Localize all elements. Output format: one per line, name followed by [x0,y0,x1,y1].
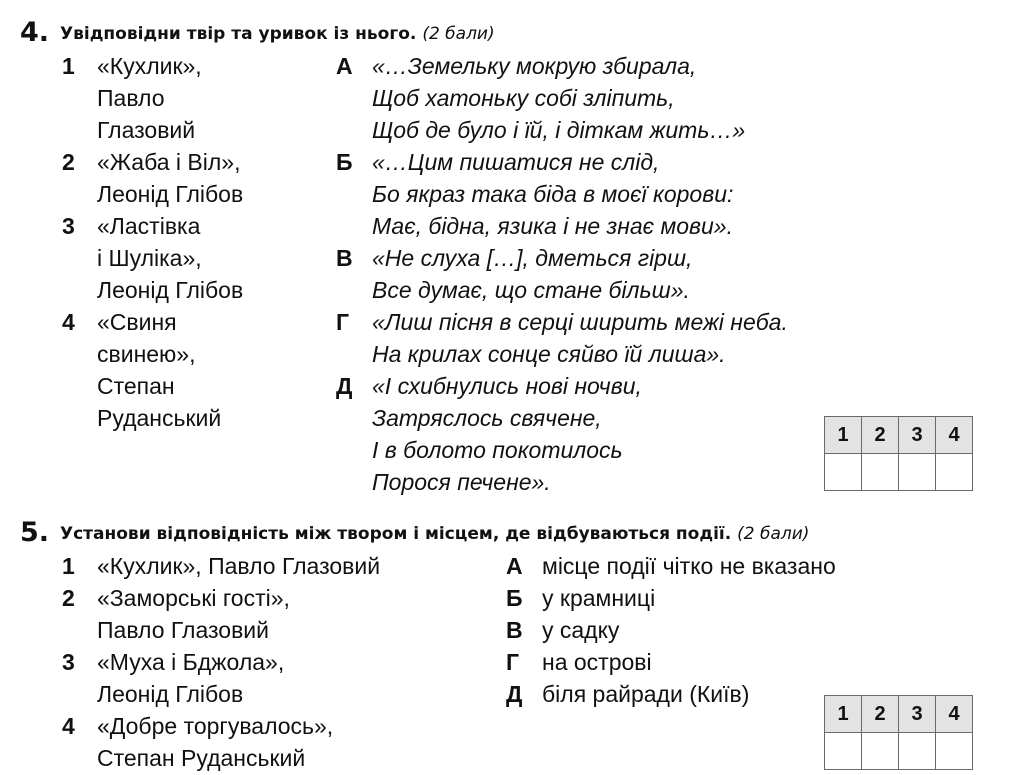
task-5-item-line: Павло Глазовий [97,617,269,643]
answer-grid-header-cell: 2 [862,696,899,733]
answer-grid-header-cell: 2 [862,417,899,454]
answer-grid-header-cell: 4 [936,696,973,733]
task-4-option-line: «…Цим пишатися не слід, [372,149,660,175]
task-5-option-letter: Д [506,681,523,707]
answer-grid-header-row [825,417,973,454]
task-4-item-line: Павло [97,85,165,111]
task-5-item-line: «Добре торгувалось», [97,713,334,739]
task-4-option-line: І в болото покотилось [372,437,623,463]
task-5-points: (2 бали) [737,524,810,544]
answer-cell[interactable] [825,733,862,770]
task-4-item-line: Степан [97,373,175,399]
task-4-item-line: і Шуліка», [97,245,202,271]
task-4-option-line: «Лиш пісня в серці ширить межі неба. [372,309,788,335]
task-5-option-letter: А [506,553,523,579]
answer-cell[interactable] [862,733,899,770]
task-4-option-letter: А [336,53,353,79]
task-4-item-num: 1 [62,53,75,79]
task-4-item-line: Леонід Глібов [97,277,244,303]
task-4-option-line: «І схибнулись нові ночви, [372,373,642,399]
answer-grid-header-row [825,696,973,733]
task-4-answer-grid [824,416,973,491]
answer-grid-input-row [825,454,973,491]
task-4-option-line: Має, бідна, язика і не знає мови». [372,213,733,239]
answer-cell[interactable] [899,733,936,770]
task-4-option-line: «Не слуха […], дметься гірш, [372,245,693,271]
task-5-option-letter: В [506,617,523,643]
task-5-item-line: «Заморські гості», [97,585,290,611]
task-4-item-line: «Кухлик», [97,53,202,79]
task-4-item-line: Глазовий [97,117,196,143]
answer-grid-input-row [825,733,973,770]
task-4-option-line: Бо якраз така біда в моєї корови: [372,181,734,207]
task-4-title-text: Увідповідни твір та уривок із нього. [60,24,417,44]
task-5-item-num: 4 [62,713,75,739]
task-4-item-line: свинею», [97,341,196,367]
answer-grid-header-cell: 1 [825,696,862,733]
task-4-title [60,24,495,44]
task-4-option-line: Все думає, що стане більш». [372,277,690,303]
task-5-number: 5. [20,517,50,548]
task-4-item-num: 2 [62,149,75,175]
task-5-option-text: у крамниці [542,585,656,611]
task-5-option-text: на острові [542,649,652,675]
answer-grid-header-cell: 4 [936,417,973,454]
task-5-item-line: «Муха і Бджола», [97,649,285,675]
answer-cell[interactable] [862,454,899,491]
answer-cell[interactable] [825,454,862,491]
task-5-option-text: у садку [542,617,620,643]
task-4-item-line: Леонід Глібов [97,181,244,207]
answer-cell[interactable] [936,733,973,770]
task-4-option-letter: Д [336,373,353,399]
task-4-option-line: «…Земельку мокрую збирала, [372,53,697,79]
task-4-option-letter: Б [336,149,353,175]
task-5-option-letter: Г [506,649,520,675]
task-5-answer-grid [824,695,973,770]
task-5-option-letter: Б [506,585,523,611]
task-5-option-text: біля райради (Київ) [542,681,750,707]
task-4-item-line: «Жаба і Віл», [97,149,241,175]
task-5-item-line: Леонід Глібов [97,681,244,707]
task-4-item-line: «Свиня [97,309,177,335]
task-5-item-num: 2 [62,585,75,611]
answer-grid-header-cell: 1 [825,417,862,454]
task-4-option-line: Затряслось свячене, [372,405,602,431]
task-5-item-line: Степан Руданський [97,745,306,771]
task-4-option-line: На крилах сонце сяйво їй лиша». [372,341,726,367]
task-4-option-line: Щоб хатоньку собі зліпить, [372,85,675,111]
task-5-title [60,524,809,544]
task-4-option-line: Порося печене». [372,469,551,495]
task-4-item-num: 3 [62,213,75,239]
task-4-option-letter: Г [336,309,350,335]
task-4-option-letter: В [336,245,353,271]
task-4-item-line: «Ластівка [97,213,201,239]
task-5-option-text: місце події чітко не вказано [542,553,836,579]
task-5-item-num: 3 [62,649,75,675]
task-4-option-line: Щоб де було і їй, і діткам жить…» [372,117,746,143]
answer-cell[interactable] [936,454,973,491]
task-5-item-num: 1 [62,553,75,579]
task-5-title-text: Установи відповідність між твором і місцем, де відбуваються події. [60,524,732,544]
task-5-item-line: «Кухлик», Павло Глазовий [97,553,381,579]
answer-cell[interactable] [899,454,936,491]
task-4-item-line: Руданський [97,405,222,431]
task-4-item-num: 4 [62,309,75,335]
task-4-points: (2 бали) [422,24,495,44]
answer-grid-header-cell: 3 [899,417,936,454]
task-4-number: 4. [20,17,50,48]
answer-grid-header-cell: 3 [899,696,936,733]
